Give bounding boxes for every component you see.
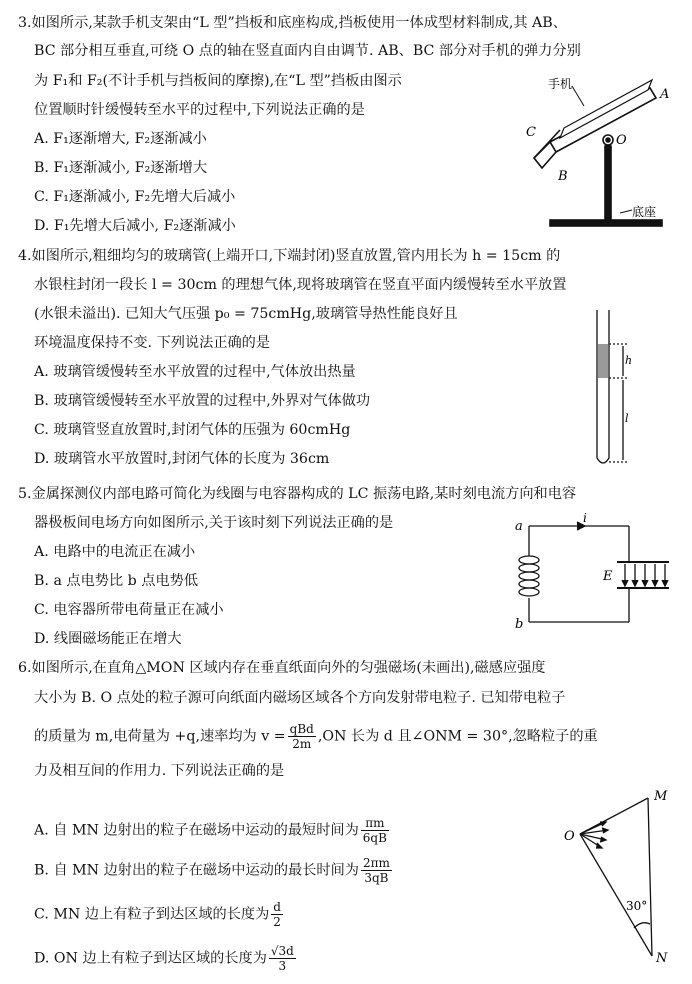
q4-stem-line-3: (水银未溢出). 已知大气压强 p₀ = 75cmHg,玻璃管导热性能良好且	[34, 306, 458, 322]
q6-stem-line-4: 力及相互间的作用力. 下列说法正确的是	[34, 763, 285, 779]
q5-option-a: A. 电路中的电流正在减小	[34, 544, 196, 560]
q5-label-a: a	[515, 519, 523, 534]
q6-option-a: A. 自 MN 边射出的粒子在磁场中运动的最短时间为 $\frac{\pi m}{6qB}$	[34, 816, 387, 845]
q4-option-d: D. 玻璃管水平放置时,封闭气体的长度为 36cm	[34, 451, 330, 467]
q3-figure-phone-stand	[520, 70, 690, 240]
q3-option-b: B. F₁逐渐减小, F₂逐渐增大	[34, 160, 208, 176]
q6-label-angle: 30°	[626, 899, 648, 913]
q4-stem-line-4: 环境温度保持不变. 下列说法正确的是	[34, 335, 271, 351]
q3-option-c: C. F₁逐渐减小, F₂先增大后减小	[34, 189, 236, 205]
q5-option-d: D. 线圈磁场能正在增大	[34, 631, 182, 647]
q5-label-e: E	[603, 569, 613, 584]
q3-stem-line-4: 位置顺时针缓慢转至水平的过程中,下列说法正确的是	[34, 102, 365, 118]
q3-option-d: D. F₁先增大后减小, F₂逐渐减小	[34, 218, 236, 234]
q3-label-a: A	[660, 87, 670, 102]
q6-speed-fraction: $\frac{\text{qBd}}{2m}$	[289, 722, 314, 751]
q6-stem-line-2: 大小为 B. O 点处的粒子源可向纸面内磁场区域各个方向发射带电粒子. 已知带电粒子	[34, 690, 566, 706]
q5-figure-lc-circuit	[505, 512, 685, 632]
q5-label-i: i	[583, 512, 587, 525]
q3-label-c: C	[526, 125, 536, 140]
q3-label-b: B	[558, 169, 568, 184]
q6-figure-triangle-mon	[560, 786, 688, 966]
q5-option-b: B. a 点电势比 b 点电势低	[34, 573, 199, 589]
q5-stem-line-1: 5.金属探测仪内部电路可简化为线圈与电容器构成的 LC 振荡电路,某时刻电流方向和电容	[18, 486, 577, 502]
q4-option-c: C. 玻璃管竖直放置时,封闭气体的压强为 60cmHg	[34, 422, 351, 438]
q4-stem-line-2: 水银柱封闭一段长 l = 30cm 的理想气体,现将玻璃管在竖直平面内缓慢转至水平放置	[34, 277, 567, 293]
q3-option-a: A. F₁逐渐增大, F₂逐渐减小	[34, 131, 207, 147]
q3-label-phone: 手机	[548, 77, 573, 91]
q4-stem-line-1: 4.如图所示,粗细均匀的玻璃管(上端开口,下端封闭)竖直放置,管内用长为 h = 15cm 的	[18, 248, 561, 264]
q5-label-b: b	[515, 617, 524, 632]
q6-label-n: N	[656, 951, 668, 966]
q3-stem-line-2: BC 部分相互垂直,可绕 O 点的轴在竖直面内自由调节. AB、BC 部分对手机的弹力分别	[34, 43, 581, 59]
q6-option-b: B. 自 MN 边射出的粒子在磁场中运动的最长时间为 $\frac{2\pi m}{3qB}$	[34, 856, 390, 885]
q5-option-c: C. 电容器所带电荷量正在减小	[34, 602, 224, 618]
q3-label-base: 底座	[632, 205, 657, 219]
q6-option-c: C. MN 边上有粒子到达区域的长度为 $\frac{d}{2}$	[34, 900, 281, 929]
q4-label-l: l	[625, 412, 629, 425]
q6-label-m: M	[654, 789, 668, 804]
q5-stem-line-2: 器极板间电场方向如图所示,关于该时刻下列说法正确的是	[34, 515, 394, 531]
q6-stem-line-3: 的质量为 m,电荷量为 +q,速率均为 v = $\frac{\text{qBd}}{2m}$ ,ON 长为 d 且∠ONM = 30°,忽略粒子的重	[34, 722, 598, 751]
q3-stem-line-1: 3.如图所示,某款手机支架由“L 型”挡板和底座构成,挡板使用一体成型材料制成,其 AB、	[18, 15, 567, 31]
q3-label-o: O	[616, 133, 627, 148]
q6-option-d: D. ON 边上有粒子到达区域的长度为 $\frac{√3d}{3}$	[34, 944, 294, 973]
q4-option-a: A. 玻璃管缓慢转至水平放置的过程中,气体放出热量	[34, 364, 356, 380]
q6-stem-line-1: 6.如图所示,在直角△MON 区域内存在垂直纸面向外的匀强磁场(未画出),磁感应强度	[18, 660, 546, 676]
q3-stem-line-3: 为 F₁和 F₂(不计手机与挡板间的摩擦),在“L 型”挡板由图示	[34, 73, 402, 89]
q4-label-h: h	[625, 354, 633, 367]
q6-label-o: O	[564, 829, 575, 844]
q4-figure-glass-tube	[585, 308, 645, 473]
q4-option-b: B. 玻璃管缓慢转至水平放置的过程中,外界对气体做功	[34, 393, 371, 409]
